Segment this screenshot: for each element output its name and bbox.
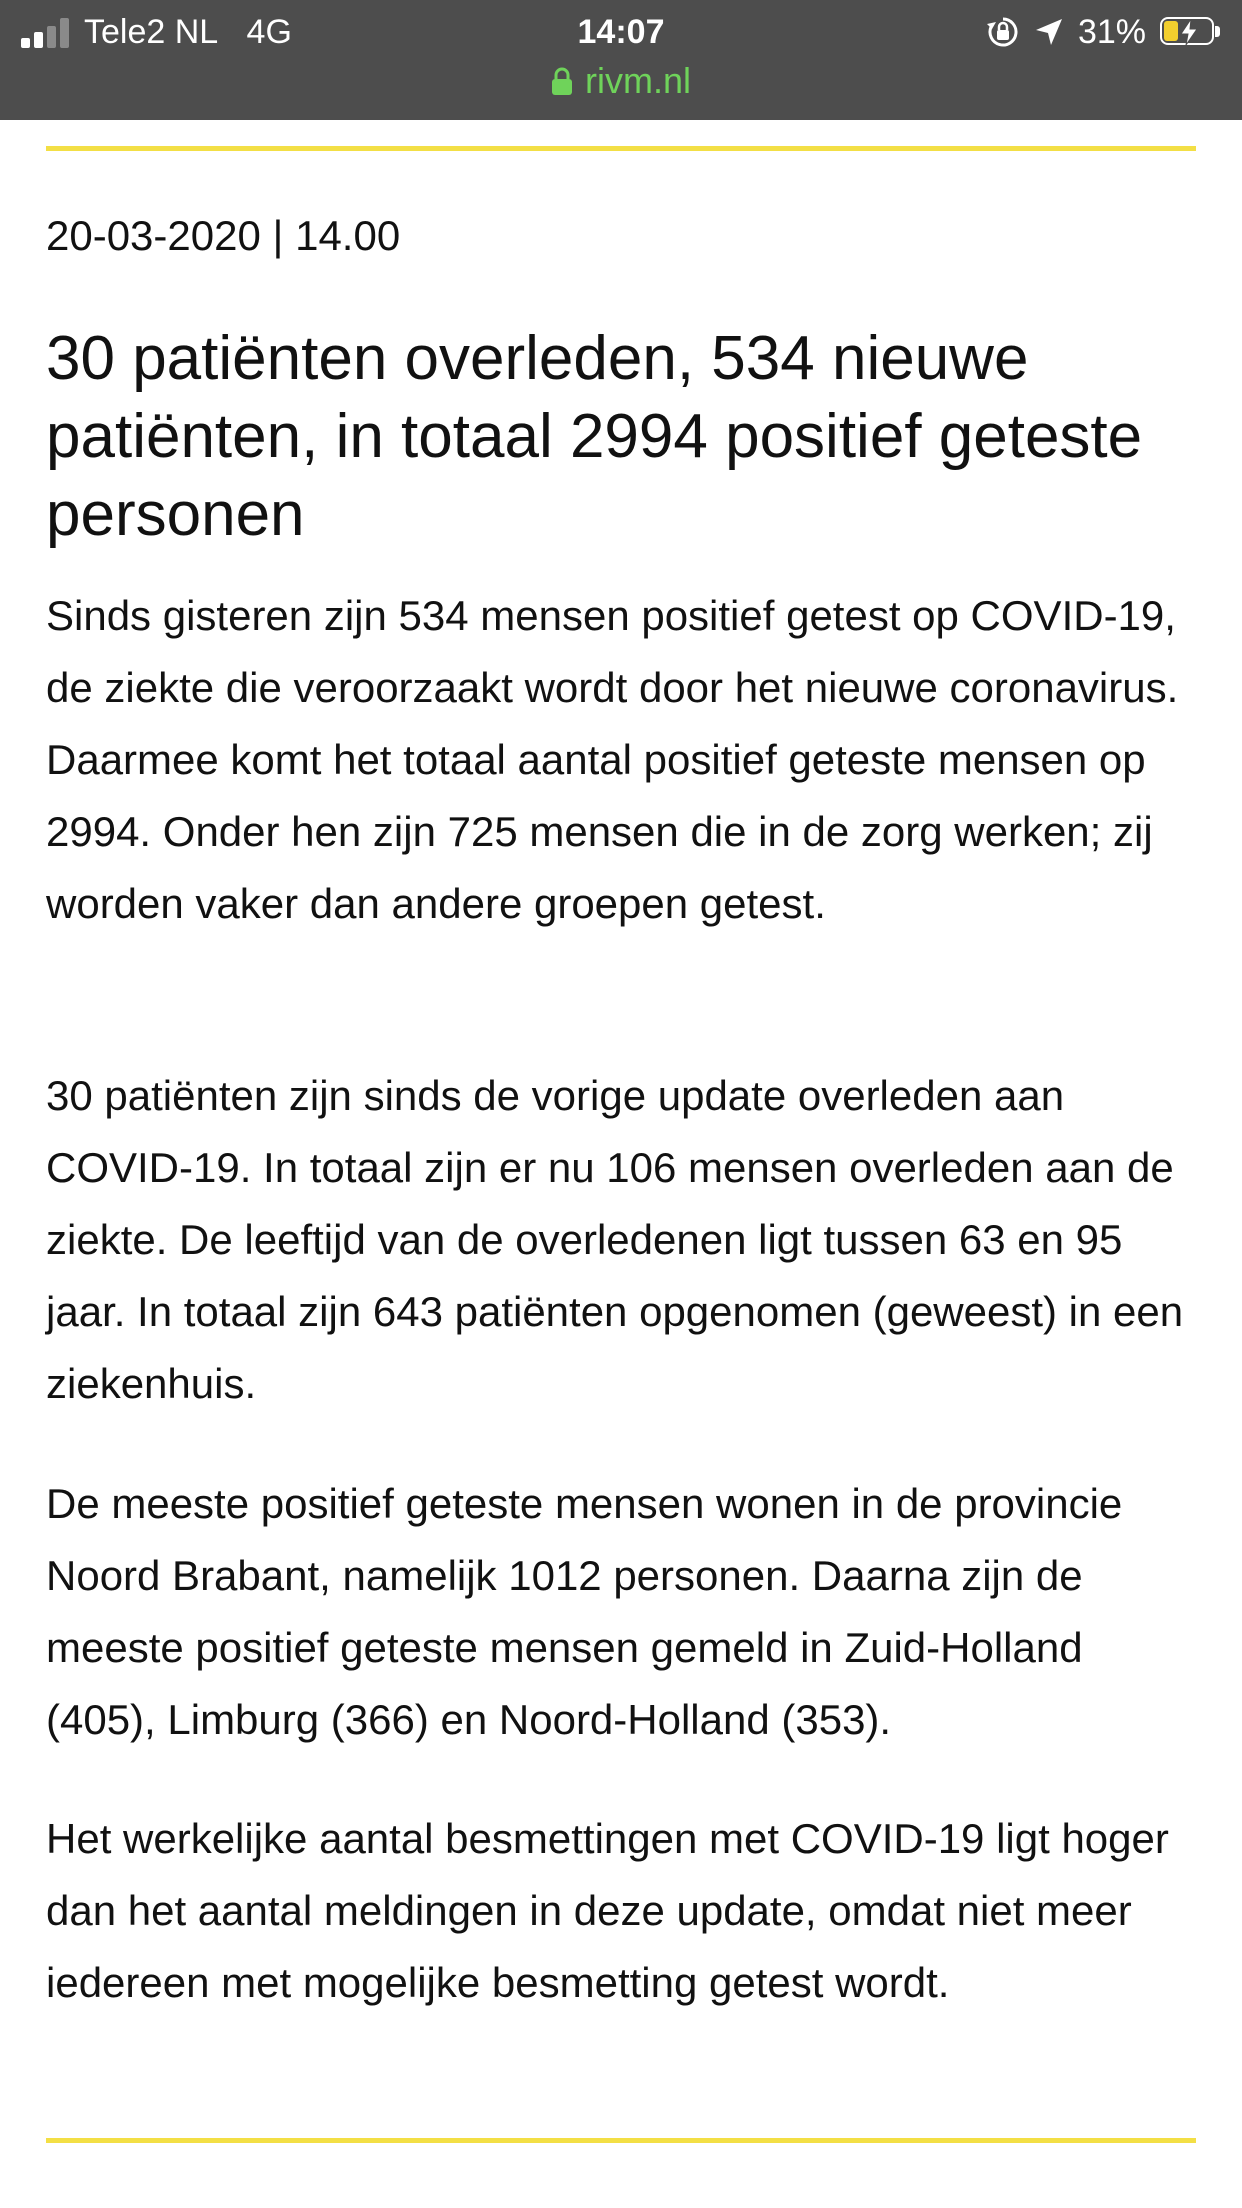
charging-bolt-icon xyxy=(1180,19,1198,45)
article-paragraph: Het werkelijke aantal besmettingen met COVID-19 ligt hoger dan het aantal meldingen in deze update, omdat niet meer iedereen met mogelijke besmetting getest wordt. xyxy=(46,1815,1169,2006)
rotation-lock-icon xyxy=(986,15,1020,49)
location-arrow-icon xyxy=(1034,17,1064,47)
network-type: 4G xyxy=(246,13,292,51)
article-title: 30 patiënten overleden, 534 nieuwe patiënten, in totaal 2994 positief geteste personen xyxy=(46,324,1143,549)
article-paragraph: 30 patiënten zijn sinds de vorige update overleden aan COVID-19. In totaal zijn er nu 106 mensen overleden aan de ziekte. De leeftijd van de overledenen ligt tussen 63 en 95 jaar. In totaal zijn 643 patiënten opgenomen (geweest) in een ziekenhuis. xyxy=(46,1072,1184,1407)
url-text: rivm.nl xyxy=(585,60,691,101)
battery-percent: 31% xyxy=(1077,12,1146,51)
battery-icon xyxy=(1160,17,1222,47)
status-time: 14:07 xyxy=(577,13,665,51)
browser-top-bar xyxy=(0,0,1242,120)
lock-icon xyxy=(551,66,573,96)
carrier-name: Tele2 NL xyxy=(84,13,219,51)
status-right-group xyxy=(986,10,1222,54)
top-divider xyxy=(46,146,1196,151)
article-paragraph: De meeste positief geteste mensen wonen in de provincie Noord Brabant, namelijk 1012 personen. Daarna zijn de meeste positief geteste mensen gemeld in Zuid-Holland (405), Limburg (366) en Noord-Holland (353). xyxy=(46,1480,1123,1743)
article-paragraph: Sinds gisteren zijn 534 mensen positief getest op COVID-19, de ziekte die veroorzaakt wordt door het nieuwe coronavirus. Daarmee komt het totaal aantal positief geteste mensen op 2994. Onder hen zijn 725 mensen die in de zorg werken; zij worden vaker dan andere groepen getest. xyxy=(46,592,1179,927)
article-date: 20-03-2020 | 14.00 xyxy=(46,212,401,259)
bottom-divider xyxy=(46,2138,1196,2143)
url-bar[interactable] xyxy=(0,56,1242,106)
